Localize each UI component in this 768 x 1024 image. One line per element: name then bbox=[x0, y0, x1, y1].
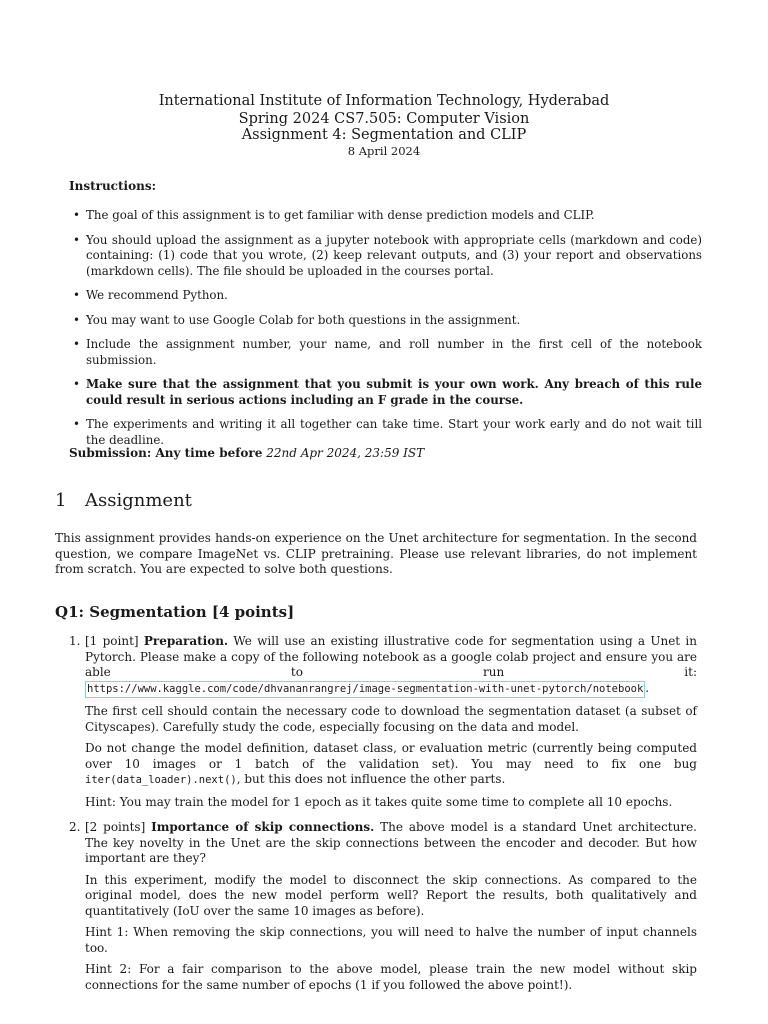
instruction-item: • You should upload the assignment as a jupyter notebook with appropriate cells (markdown and code) containing: (1) code that you wrote, (2) keep relevant outputs, and (3) your report and observations (markdown cells). The file should be uploaded in the courses portal. bbox=[73, 232, 702, 278]
instruction-item: • We recommend Python. bbox=[73, 288, 228, 302]
submission-label: Submission: Any time before bbox=[69, 446, 263, 460]
assignment-date: 8 April 2024 bbox=[347, 144, 421, 158]
section-number: 1 bbox=[55, 490, 67, 511]
instructions-heading: Instructions: bbox=[69, 179, 157, 193]
instruction-item: • Include the assignment number, your name, and roll number in the first cell of the notebook submission. bbox=[73, 337, 702, 367]
question-item: 1. [1 point] Preparation. We will use an existing illustrative code for segmentation using a Unet in Pytorch. Please make a copy of the following notebook as a google colab project and ensure you are able to run it: https://www.kaggle.com/code/dhvananrangrej/image-segmentation-with-unet-pytorch/notebook . The first cell should contain the necessary code to download the segmentation dataset (a subset of Cityscapes). Carefully study the code, especially focusing on the data and model. Do not change the model definition, dataset class, or evaluation metric (currently being computed over 10 images or 1 batch of the validation set). You may need to fix one bug iter(data_loader).next(), but this does not influence the other parts. Hint: You may train the model for 1 epoch as it takes quite some time to complete all 10 epochs. bbox=[69, 634, 697, 809]
instruction-item: • The goal of this assignment is to get familiar with dense prediction models and CLIP. bbox=[73, 208, 595, 222]
instruction-item: • You may want to use Google Colab for both questions in the assignment. bbox=[73, 312, 521, 327]
submission-deadline bbox=[69, 446, 424, 462]
section-intro: This assignment provides hands-on experience on the Unet architecture for segmentation. In the second question, we compare ImageNet vs. CLIP pretraining. Please use relevant libraries, do not implement from scratch. You are expected to solve both questions. bbox=[55, 531, 697, 576]
question-items bbox=[69, 634, 697, 1003]
instructions-list bbox=[70, 208, 702, 457]
assignment-title: Assignment 4: Segmentation and CLIP bbox=[241, 127, 527, 143]
section-title: Assignment bbox=[85, 490, 192, 511]
notebook-link[interactable]: https://www.kaggle.com/code/dhvananrangrej/image-segmentation-with-unet-pytorch/notebook bbox=[85, 681, 645, 699]
submission-date: 22nd Apr 2024, 23:59 IST bbox=[266, 446, 425, 460]
instruction-item-warning: • Make sure that the assignment that you submit is your own work. Any breach of this rule could result in serious actions including an F grade in the course. bbox=[73, 377, 702, 407]
institute-name: International Institute of Information Technology, Hyderabad bbox=[158, 93, 610, 109]
question-item: 2. [2 points] Importance of skip connections. The above model is a standard Unet architecture. The key novelty in the Unet are the skip connections between the encoder and decoder. But how important are they? In this experiment, modify the model to disconnect the skip connections. As compared to the original model, does the new model perform well? Report the results, both qualitatively and quantitatively (IoU over the same 10 images as before). Hint 1: When removing the skip connections, you will need to halve the number of input channels too. Hint 2: For a fair comparison to the above model, please train the new model without skip connections for the same number of epochs (1 if you followed the above point!). bbox=[69, 820, 697, 992]
code-snippet: iter(data_loader).next() bbox=[85, 774, 237, 786]
section-heading bbox=[55, 490, 192, 512]
course-title: Spring 2024 CS7.505: Computer Vision bbox=[238, 111, 530, 127]
instruction-item: • The experiments and writing it all together can take time. Start your work early and do not wait till the deadline. bbox=[73, 417, 702, 447]
question-heading: Q1: Segmentation [4 points] bbox=[55, 603, 295, 621]
